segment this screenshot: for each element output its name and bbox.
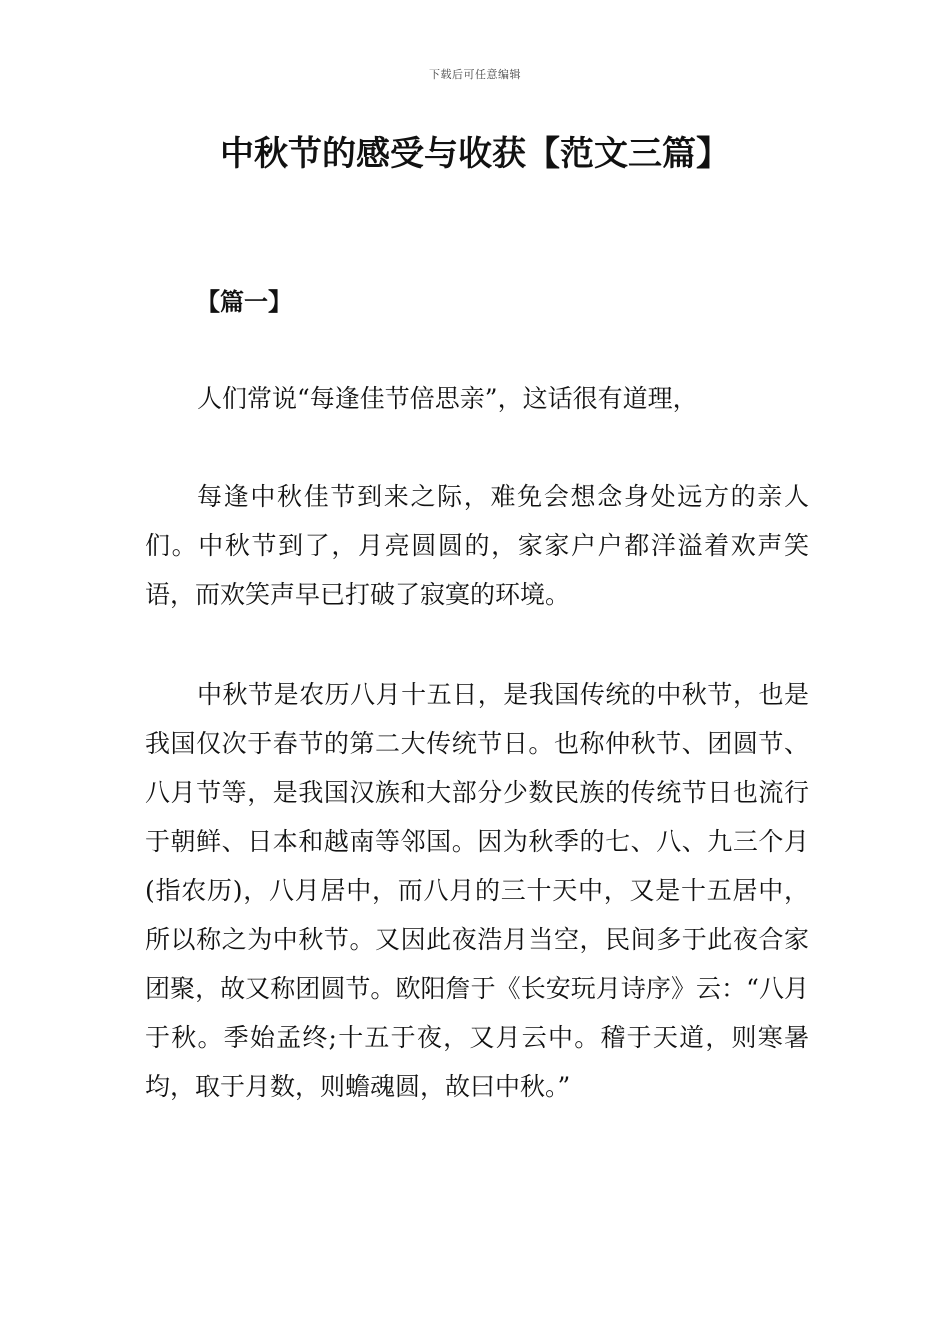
paragraph-1: 人们常说“每逢佳节倍思亲”，这话很有道理， xyxy=(197,384,698,413)
document-title: 中秋节的感受与收获【范文三篇】 xyxy=(220,134,730,174)
paragraph-2: 每逢中秋佳节到来之际，难免会想念身处远方的亲人们。中秋节到了，月亮圆圆的，家家户户都洋溢着欢声笑语，而欢笑声早已打破了寂寞的环境。 xyxy=(145,482,809,609)
section-label: 【篇一】 xyxy=(196,287,292,316)
header-note: 下载后可任意编辑 xyxy=(429,68,521,81)
paragraph-3: 中秋节是农历八月十五日，是我国传统的中秋节，也是我国仅次于春节的第二大传统节日。也称仲秋节、团圆节、八月节等，是我国汉族和大部分少数民族的传统节日也流行于朝鲜、日本和越南等邻国。因为秋季的七、八、九三个月(指农历)，八月居中，而八月的三十天中，又是十五居中，所以称之为中秋节。又因此夜浩月当空，民间多于此夜合家团聚，故又称团圆节。欧阳詹于《长安玩月诗序》云：“八月于秋。季始孟终;十五于夜，又月云中。稽于天道，则寒暑均，取于月数，则蟾魂圆，故曰中秋。” xyxy=(145,680,809,1101)
